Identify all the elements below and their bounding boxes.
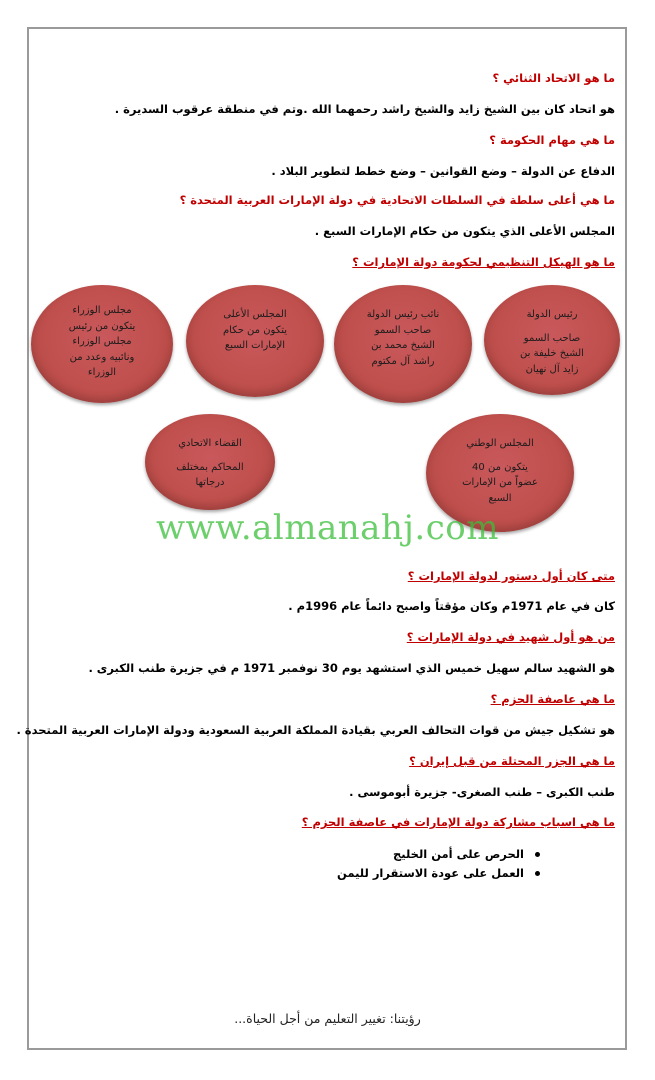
bullet-list — [337, 847, 540, 885]
question-2: ما هي مهام الحكومة ؟ — [489, 133, 615, 147]
question-3: ما هي أعلى سلطة في السلطات الاتحادية في دولة الإمارات العربية المتحدة ؟ — [179, 193, 615, 207]
bullet-dot-icon — [535, 852, 540, 857]
watermark: www.almanahj.com — [156, 508, 499, 548]
answer-8: طنب الكبرى – طنب الصغرى- جزيرة أبوموسى . — [349, 785, 615, 799]
answer-3: المجلس الأعلى الذي يتكون من حكام الإمارات السبع . — [314, 224, 615, 238]
structure-circle-national-council: المجلس الوطني يتكون من 40 عضواً من الإمارات السبع — [426, 414, 574, 532]
structure-circle-federal-judiciary: القضاء الاتحادي المحاكم بمختلف درجاتها — [145, 414, 275, 510]
question-8: ما هي الجزر المحتلة من قبل إيران ؟ — [409, 754, 615, 768]
structure-circle-supreme-council: المجلس الأعلى يتكون من حكام الإمارات السبع — [186, 285, 324, 397]
footer-motto: رؤيتنا: تغيير التعليم من أجل الحياة... — [234, 1011, 421, 1026]
structure-circle-cabinet: مجلس الوزراء يتكون من رئيس مجلس الوزراء ونائبيه وعدد من الوزراء — [31, 285, 173, 403]
answer-6: هو الشهيد سالم سهيل خميس الذي استشهد يوم 30 نوفمبر 1971 م في جزيرة طنب الكبرى . — [88, 661, 615, 675]
question-6: من هو أول شهيد في دولة الإمارات ؟ — [406, 630, 615, 644]
structure-circle-vice-president: نائب رئيس الدولة صاحب السمو الشيخ محمد بن راشد آل مكتوم — [334, 285, 472, 403]
question-1: ما هو الاتحاد الثنائي ؟ — [492, 71, 615, 85]
bullet-item: الحرص على أمن الخليج — [337, 847, 540, 861]
answer-5: كان في عام 1971م وكان مؤقتاً واصبح دائماً عام 1996م . — [288, 599, 615, 613]
answer-2: الدفاع عن الدولة – وضع القوانين – وضع خطط لتطوير البلاد . — [271, 164, 615, 178]
bullet-item: العمل على عودة الاستقرار لليمن — [337, 866, 540, 880]
question-4: ما هو الهيكل التنظيمي لحكومة دولة الإمارات ؟ — [352, 255, 615, 269]
answer-1: هو اتحاد كان بين الشيخ زايد والشيخ راشد رحمهما الله .وتم في منطقة عرقوب السديرة . — [114, 102, 615, 116]
question-5: متى كان أول دستور لدولة الإمارات ؟ — [407, 569, 615, 583]
question-9: ما هي اسباب مشاركة دولة الإمارات في عاصفة الحزم ؟ — [301, 815, 615, 829]
answer-7: هو تشكيل جيش من قوات التحالف العربي بقيادة المملكة العربية السعودية ودولة الإمارات العربية المتحدة . — [16, 723, 615, 737]
question-7: ما هي عاصفة الحزم ؟ — [490, 692, 615, 706]
structure-circle-president: رئيس الدولة صاحب السمو الشيخ خليفة بن زايد آل نهيان — [484, 285, 620, 395]
bullet-dot-icon — [535, 871, 540, 876]
